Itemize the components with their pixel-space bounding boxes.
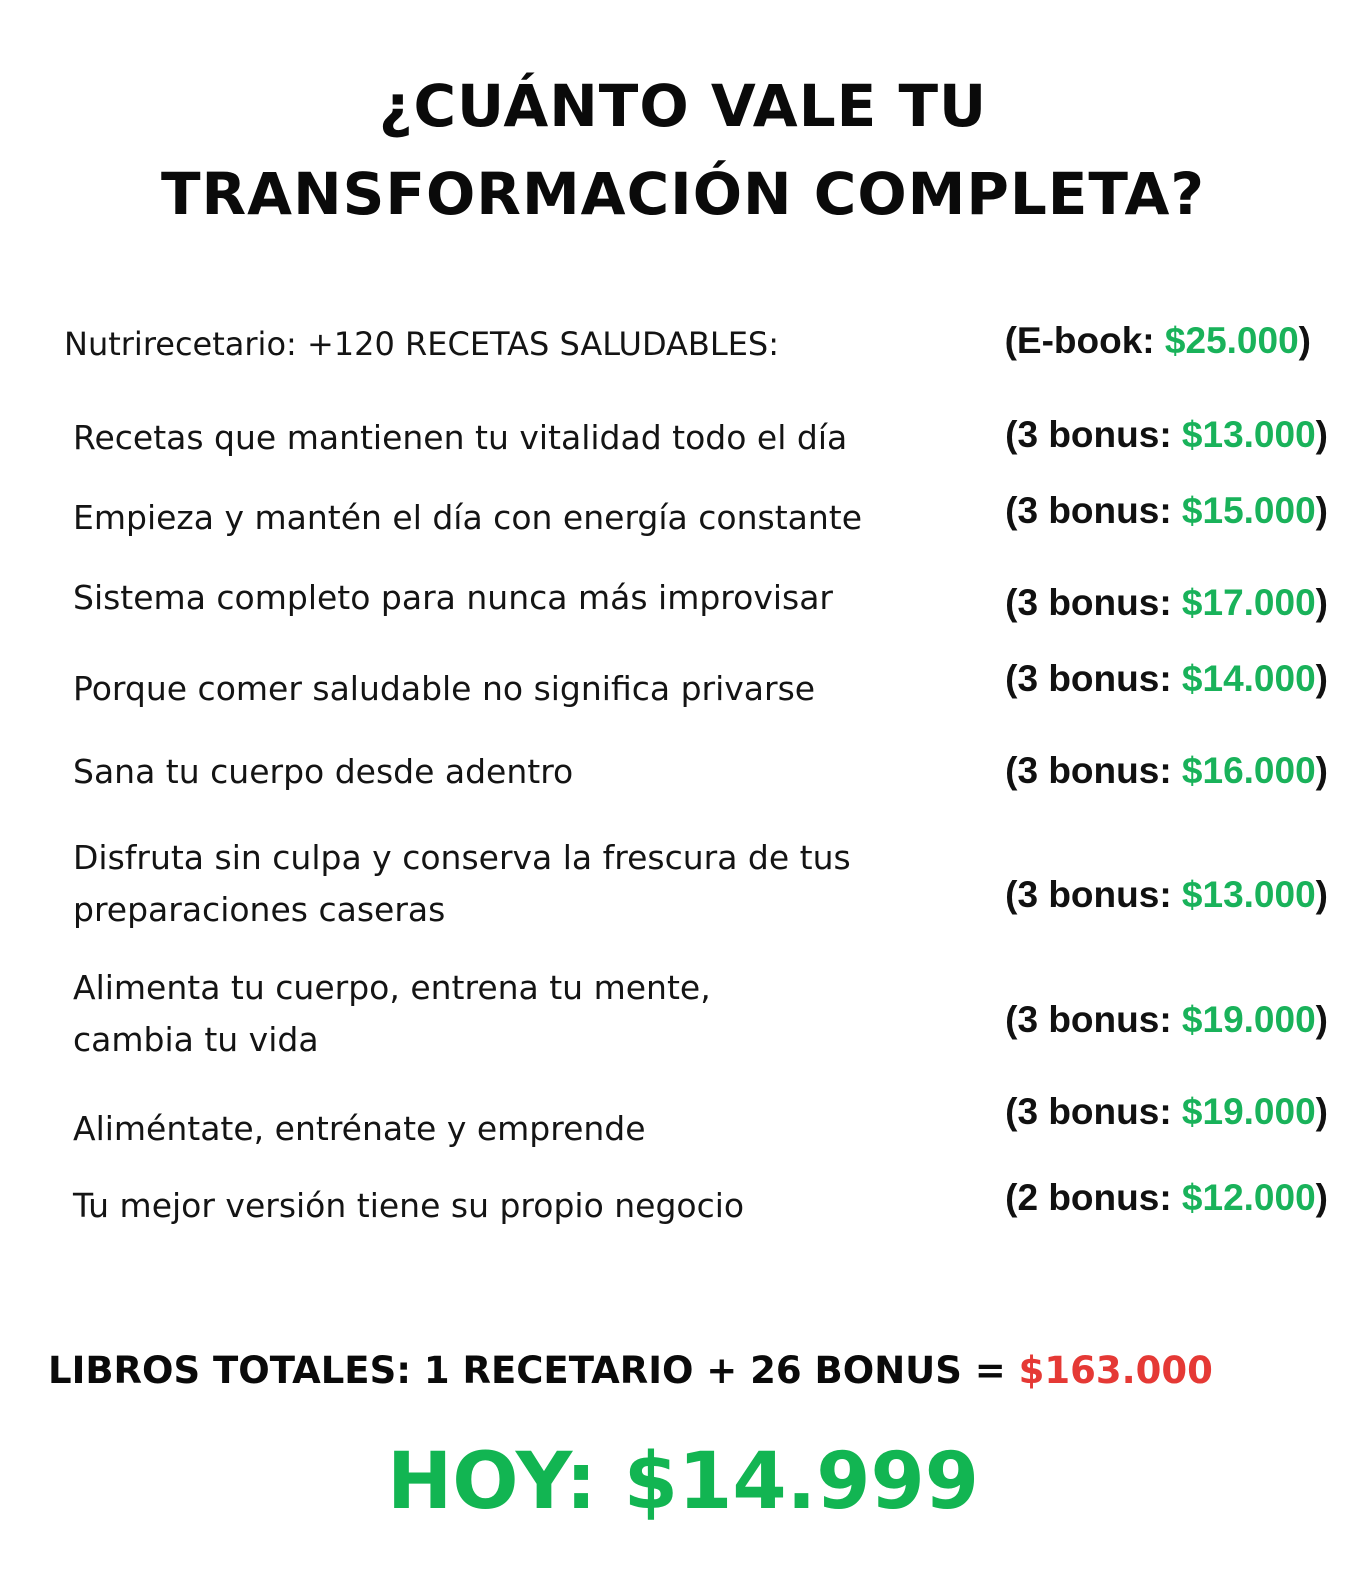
item-label-line: Empieza y mantén el día con energía constante — [73, 498, 863, 537]
price-suffix: ) — [1315, 999, 1328, 1040]
item-label-line: Porque comer saludable no significa privarse — [73, 669, 816, 708]
item-price-nutrirecetario — [1005, 316, 1311, 366]
item-label-line: Disfruta sin culpa y conserva la frescura de tus — [73, 838, 851, 877]
item-price-sana — [1005, 746, 1328, 796]
totals-line — [48, 1343, 1213, 1399]
price-value: $19.000 — [1181, 1091, 1316, 1132]
item-label-nutrirecetario — [64, 318, 779, 370]
price-prefix: (3 bonus: — [1005, 999, 1182, 1040]
page-title-line-1: ¿CUÁNTO VALE TU — [378, 72, 988, 140]
item-price-energia — [1005, 486, 1328, 536]
price-value: $19.000 — [1181, 999, 1316, 1040]
item-price-privarse — [1005, 654, 1328, 704]
item-label-line: Sana tu cuerpo desde adentro — [73, 752, 574, 791]
price-suffix: ) — [1315, 490, 1328, 531]
price-value: $15.000 — [1181, 490, 1316, 531]
price-prefix: (3 bonus: — [1005, 414, 1182, 455]
item-price-alimentate — [1005, 1087, 1328, 1137]
price-suffix: ) — [1315, 658, 1328, 699]
item-label-vitalidad — [73, 412, 847, 464]
item-label-line: Alimenta tu cuerpo, entrena tu mente, — [73, 968, 711, 1007]
item-label-sistema — [73, 572, 833, 624]
item-label-privarse — [73, 663, 815, 715]
item-label-line: Sistema completo para nunca más improvisar — [73, 578, 833, 617]
price-value: $25.000 — [1164, 320, 1299, 361]
item-label-line: Recetas que mantienen tu vitalidad todo el día — [73, 418, 848, 457]
item-label-sana — [73, 746, 573, 798]
price-suffix: ) — [1315, 874, 1328, 915]
page-title-line-2: TRANSFORMACIÓN COMPLETA? — [160, 160, 1206, 228]
price-prefix: (2 bonus: — [1005, 1177, 1182, 1218]
item-label-line: cambia tu vida — [73, 1020, 319, 1059]
price-prefix: (3 bonus: — [1005, 582, 1182, 623]
price-suffix: ) — [1315, 582, 1328, 623]
price-suffix: ) — [1315, 1091, 1328, 1132]
item-price-vitalidad — [1005, 410, 1328, 460]
item-price-alimenta — [1005, 995, 1328, 1045]
totals-label: LIBROS TOTALES: 1 RECETARIO + 26 BONUS = — [48, 1349, 1019, 1392]
item-price-sistema — [1005, 578, 1328, 628]
price-suffix: ) — [1315, 1177, 1328, 1218]
price-value: $17.000 — [1181, 582, 1316, 623]
price-prefix: (E-book: — [1004, 320, 1165, 361]
item-label-energia — [73, 492, 862, 544]
item-label-disfruta — [73, 832, 851, 936]
price-value: $13.000 — [1181, 414, 1316, 455]
price-value: $16.000 — [1181, 750, 1316, 791]
price-value: $12.000 — [1181, 1177, 1316, 1218]
price-suffix: ) — [1315, 414, 1328, 455]
item-label-line: Nutrirecetario: +120 RECETAS SALUDABLES: — [64, 325, 779, 363]
totals-value: $163.000 — [1018, 1349, 1213, 1392]
price-suffix: ) — [1298, 320, 1311, 361]
item-price-negocio — [1005, 1173, 1328, 1223]
item-label-line: preparaciones caseras — [73, 890, 446, 929]
price-value: $14.000 — [1181, 658, 1316, 699]
price-prefix: (3 bonus: — [1005, 750, 1182, 791]
price-prefix: (3 bonus: — [1005, 874, 1182, 915]
item-label-negocio — [73, 1180, 744, 1232]
item-label-line: Aliméntate, entrénate y emprende — [73, 1109, 646, 1148]
offer-price: HOY: $14.999 — [386, 1437, 980, 1527]
item-label-alimentate — [73, 1103, 646, 1155]
item-label-alimenta — [73, 962, 711, 1066]
price-prefix: (3 bonus: — [1005, 658, 1182, 699]
price-prefix: (3 bonus: — [1005, 490, 1182, 531]
price-prefix: (3 bonus: — [1005, 1091, 1182, 1132]
price-suffix: ) — [1315, 750, 1328, 791]
item-label-line: Tu mejor versión tiene su propio negocio — [73, 1186, 745, 1225]
price-value: $13.000 — [1181, 874, 1316, 915]
item-price-disfruta — [1005, 870, 1328, 920]
